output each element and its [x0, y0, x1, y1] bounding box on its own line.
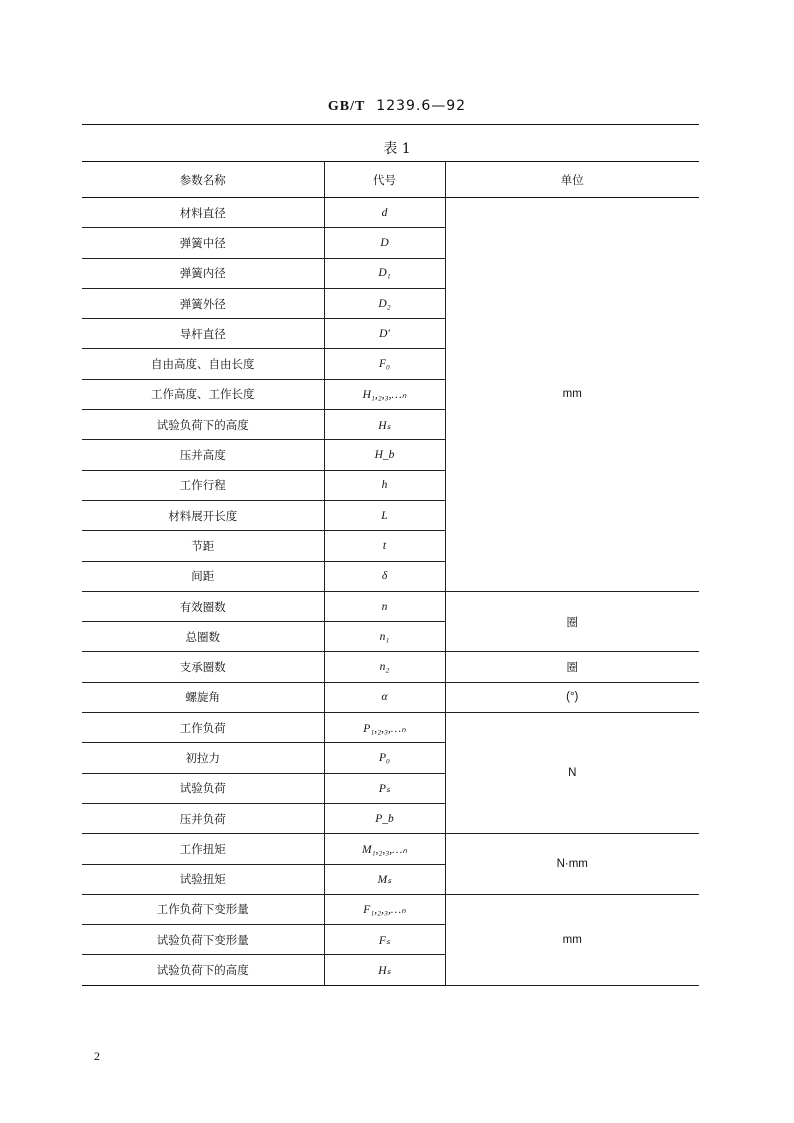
param-symbol: δ — [324, 561, 445, 591]
param-symbol: F₀ — [324, 349, 445, 379]
param-name: 螺旋角 — [82, 682, 324, 712]
param-symbol: H₁,₂,₃,…ₙ — [324, 379, 445, 409]
param-name: 有效圈数 — [82, 591, 324, 621]
param-name: 试验负荷下变形量 — [82, 925, 324, 955]
table-header-row — [82, 162, 699, 198]
column-header-unit: 单位 — [445, 162, 699, 198]
table-row — [82, 198, 699, 228]
param-symbol: H_b — [324, 440, 445, 470]
param-name: 节距 — [82, 531, 324, 561]
unit-cell-coils: 圈 — [445, 591, 699, 652]
param-symbol: n — [324, 591, 445, 621]
param-name: 材料直径 — [82, 198, 324, 228]
param-name: 工作扭矩 — [82, 834, 324, 864]
param-name: 工作负荷下变形量 — [82, 894, 324, 924]
param-symbol: n₁ — [324, 622, 445, 652]
param-symbol: Hₛ — [324, 955, 445, 985]
unit-cell-force: N — [445, 713, 699, 834]
parameter-table — [82, 161, 699, 986]
param-name: 工作负荷 — [82, 713, 324, 743]
param-name: 弹簧中径 — [82, 228, 324, 258]
param-symbol: Hₛ — [324, 410, 445, 440]
param-name: 试验扭矩 — [82, 864, 324, 894]
param-name: 工作高度、工作长度 — [82, 379, 324, 409]
param-symbol: n₂ — [324, 652, 445, 682]
param-name: 工作行程 — [82, 470, 324, 500]
standard-number: 1239.6—92 — [376, 98, 467, 114]
param-symbol: P₁,₂,₃,…ₙ — [324, 713, 445, 743]
unit-cell-length: mm — [445, 198, 699, 592]
param-symbol: α — [324, 682, 445, 712]
param-symbol: P₀ — [324, 743, 445, 773]
param-symbol: F₁,₂,₃,…ₙ — [324, 894, 445, 924]
param-symbol: D₁ — [324, 258, 445, 288]
standard-code: GB/T — [327, 99, 366, 114]
param-name: 自由高度、自由长度 — [82, 349, 324, 379]
param-symbol: Pₛ — [324, 773, 445, 803]
param-name: 试验负荷下的高度 — [82, 410, 324, 440]
unit-cell-deformation: mm — [445, 894, 699, 985]
column-header-symbol: 代号 — [324, 162, 445, 198]
param-symbol: h — [324, 470, 445, 500]
table-title: 表 1 — [383, 141, 411, 157]
page-number: 2 — [94, 1049, 100, 1063]
param-symbol: P_b — [324, 803, 445, 833]
param-name: 总圈数 — [82, 622, 324, 652]
param-name: 导杆直径 — [82, 319, 324, 349]
param-symbol: Mₛ — [324, 864, 445, 894]
param-name: 压并负荷 — [82, 803, 324, 833]
param-name: 弹簧内径 — [82, 258, 324, 288]
table-row — [82, 834, 699, 864]
param-name: 试验负荷 — [82, 773, 324, 803]
param-name: 弹簧外径 — [82, 288, 324, 318]
param-symbol: Fₛ — [324, 925, 445, 955]
param-symbol: D₂ — [324, 288, 445, 318]
table-row — [82, 591, 699, 621]
param-name: 初拉力 — [82, 743, 324, 773]
param-name: 间距 — [82, 561, 324, 591]
param-name: 材料展开长度 — [82, 500, 324, 530]
table-row — [82, 713, 699, 743]
param-name: 压并高度 — [82, 440, 324, 470]
param-symbol: t — [324, 531, 445, 561]
column-header-name: 参数名称 — [82, 162, 324, 198]
table-row — [82, 652, 699, 682]
param-symbol: L — [324, 500, 445, 530]
param-symbol: d — [324, 198, 445, 228]
param-name: 试验负荷下的高度 — [82, 955, 324, 985]
param-symbol: D′ — [324, 319, 445, 349]
param-symbol: D — [324, 228, 445, 258]
param-symbol: M₁,₂,₃,…ₙ — [324, 834, 445, 864]
unit-cell-support-coils: 圈 — [445, 652, 699, 682]
table-row — [82, 894, 699, 924]
document-header — [0, 98, 794, 115]
unit-cell-torque: N·mm — [445, 834, 699, 895]
unit-cell-angle: (°) — [445, 682, 699, 712]
param-name: 支承圈数 — [82, 652, 324, 682]
table-row — [82, 682, 699, 712]
header-rule — [82, 124, 699, 125]
